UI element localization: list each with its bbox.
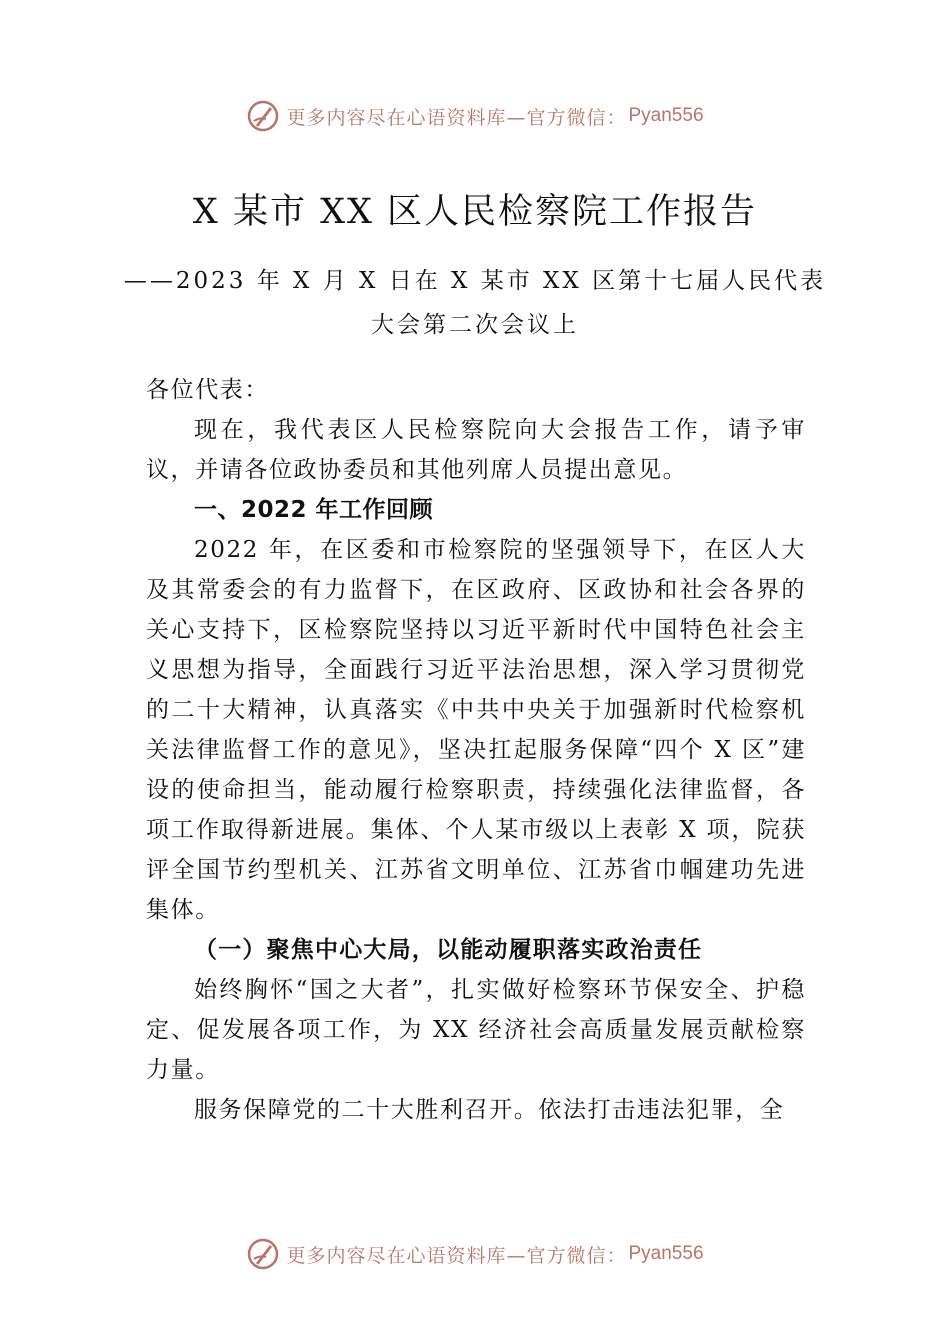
watermark-header bbox=[0, 96, 950, 136]
last-paragraph: 服务保障党的二十大胜利召开。依法打击违法犯罪，全 bbox=[194, 1097, 785, 1123]
document-subtitle-line2: 大会第二次会议上 bbox=[371, 312, 579, 338]
subsection-heading: （一）聚焦中心大局，以能动履职落实政治责任 bbox=[194, 936, 703, 963]
section-heading: 一、2022 年工作回顾 bbox=[194, 497, 434, 523]
quill-logo-icon bbox=[246, 99, 280, 133]
watermark-wechat-id: Pyan556 bbox=[628, 1243, 704, 1264]
watermark-text: 更多内容尽在心语资料库—官方微信： bbox=[286, 106, 627, 129]
section-paragraph: 2022 年，在区委和市检察院的坚强领导下，在区人大及其常委会的有力监督下，在区政府、区政协和社会各界的关心支持下，区检察院坚持以习近平新时代中国特色社会主义思想为指导，全面践行习近平法治思想，深入学习贯彻党的二十大精神，认真落实《中共中央关于加强新时代检察机关法律监督工作的意见》，坚决扛起服务保障“四个 X 区”建设的使命担当，能动履行检察职责，持续强化法律监督，各 项工作取得新进展。集体、个人某市级以上表彰 X 项，院获评全国节约型机关、江苏省文明单位、江苏省巾帼建功先进集体。 bbox=[146, 537, 806, 923]
salutation: 各位代表： bbox=[146, 377, 269, 403]
watermark-footer bbox=[0, 1234, 950, 1274]
intro-paragraph: 现在，我代表区人民检察院向大会报告工作，请予审议，并请各位政协委员和其他列席人员提出意见。 bbox=[146, 417, 806, 483]
document-title: X 某市 XX 区人民检察院工作报告 bbox=[192, 192, 758, 232]
subsection-paragraph: 始终胸怀“国之大者”，扎实做好检察环节保安全、护稳定、促发展各项工作，为 XX 经济社会高质量发展贡献检察力量。 bbox=[146, 977, 806, 1083]
document-subtitle-line1: ——2023 年 X 月 X 日在 X 某市 XX 区第十七届人民代表 bbox=[123, 268, 827, 294]
document-body bbox=[146, 370, 806, 1130]
watermark-wechat-id: Pyan556 bbox=[628, 105, 704, 126]
quill-logo-icon bbox=[246, 1237, 280, 1271]
watermark-text: 更多内容尽在心语资料库—官方微信： bbox=[286, 1244, 627, 1267]
